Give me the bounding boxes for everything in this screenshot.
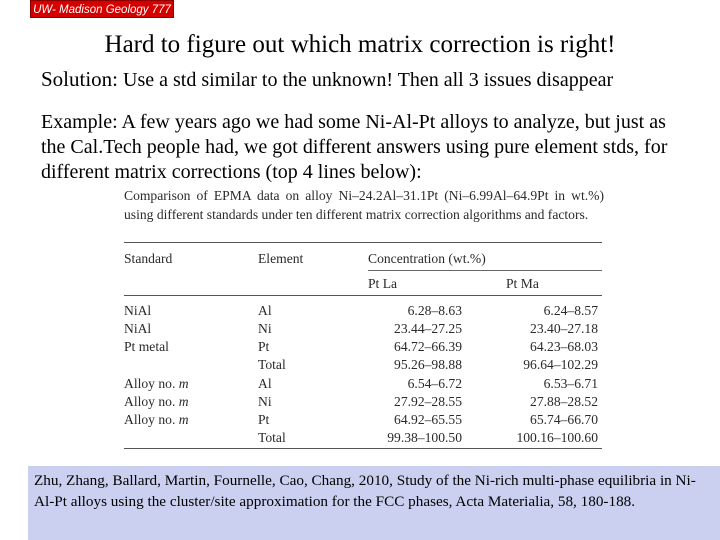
- cell-pt-la: 95.26–98.88: [394, 357, 462, 372]
- cell-pt-la: 23.44–27.25: [394, 321, 462, 336]
- solution-text: Use a std similar to the unknown! Then all 3 issues disappear: [123, 69, 614, 91]
- cell-standard: [124, 375, 189, 393]
- cell-pt-ma: 6.53–6.71: [543, 376, 598, 391]
- cell-element: Pt: [258, 412, 270, 427]
- cell-pt-la: 6.54–6.72: [407, 376, 462, 391]
- alloy-suffix: m: [178, 412, 189, 427]
- cell-standard: Pt metal: [124, 339, 169, 354]
- cell-standard: NiAl: [124, 321, 152, 336]
- table-row: [118, 302, 608, 320]
- cell-pt-la: 6.28–8.63: [407, 303, 462, 318]
- cell-pt-la: 64.72–66.39: [394, 339, 462, 354]
- citation-box: Zhu, Zhang, Ballard, Martin, Fournelle, Cao, Chang, 2010, Study of the Ni-rich multi-phase equilibria in Ni-Al-Pt alloys using the cluster/site approximation for the FCC phases, Acta Materialia, 58, 180-188.: [28, 466, 720, 540]
- cell-pt-ma: 96.64–102.29: [523, 357, 598, 372]
- cell-element: Al: [258, 303, 272, 318]
- standard-label: Alloy no.: [124, 394, 176, 409]
- concentration-sub-rule: [368, 270, 602, 271]
- cell-pt-la: 99.38–100.50: [387, 430, 462, 445]
- table-header-rule: [124, 295, 602, 296]
- cell-pt-ma: 6.24–8.57: [543, 303, 598, 318]
- solution-label: Solution:: [41, 67, 119, 91]
- header-element: Element: [258, 251, 304, 266]
- table-top-rule: [124, 242, 602, 243]
- table-caption: Comparison of EPMA data on alloy Ni–24.2Al–31.1Pt (Ni–6.99Al–64.9Pt in wt.%) using different standards under ten different matrix correction algorithms and factors.: [124, 188, 604, 222]
- table-row: [118, 356, 608, 374]
- cell-element: Total: [258, 430, 286, 445]
- cell-element: Pt: [258, 339, 270, 354]
- alloy-suffix: m: [178, 376, 189, 391]
- cell-pt-ma: 100.16–100.60: [516, 430, 598, 445]
- table-row: [118, 429, 608, 447]
- example-paragraph: Example: A few years ago we had some Ni-Al-Pt alloys to analyze, but just as the Cal.Tech people had, we got different answers using pure element stds, for different matrix corrections (top 4 lines below):: [41, 111, 668, 183]
- table-bottom-rule: [124, 448, 602, 449]
- header-concentration: Concentration (wt.%): [368, 251, 486, 266]
- header-standard: Standard: [124, 251, 173, 266]
- cell-standard: [124, 411, 189, 429]
- table-row: [118, 393, 608, 411]
- cell-element: Ni: [258, 321, 272, 336]
- cell-element: Al: [258, 376, 272, 391]
- cell-standard: NiAl: [124, 303, 152, 318]
- cell-pt-la: 27.92–28.55: [394, 394, 462, 409]
- cell-pt-ma: 23.40–27.18: [530, 321, 598, 336]
- cell-standard: [124, 393, 189, 411]
- cell-element: Ni: [258, 394, 272, 409]
- table-row: [118, 375, 608, 393]
- header-pt-la: Pt La: [368, 276, 398, 291]
- comparison-table-figure: [118, 184, 608, 454]
- header-pt-ma: Pt Ma: [506, 276, 539, 291]
- cell-pt-la: 64.92–65.55: [394, 412, 462, 427]
- cell-pt-ma: 65.74–66.70: [530, 412, 598, 427]
- cell-pt-ma: 64.23–68.03: [530, 339, 598, 354]
- cell-element: Total: [258, 357, 286, 372]
- slide-title: Hard to figure out which matrix correction is right!: [104, 31, 616, 58]
- standard-label: Alloy no.: [124, 376, 176, 391]
- cell-pt-ma: 27.88–28.52: [530, 394, 598, 409]
- table-row: [118, 411, 608, 429]
- table-row: [118, 320, 608, 338]
- alloy-suffix: m: [178, 394, 189, 409]
- header-badge: UW- Madison Geology 777: [30, 0, 174, 18]
- solution-line: [41, 66, 613, 93]
- standard-label: Alloy no.: [124, 412, 176, 427]
- table-row: [118, 338, 608, 356]
